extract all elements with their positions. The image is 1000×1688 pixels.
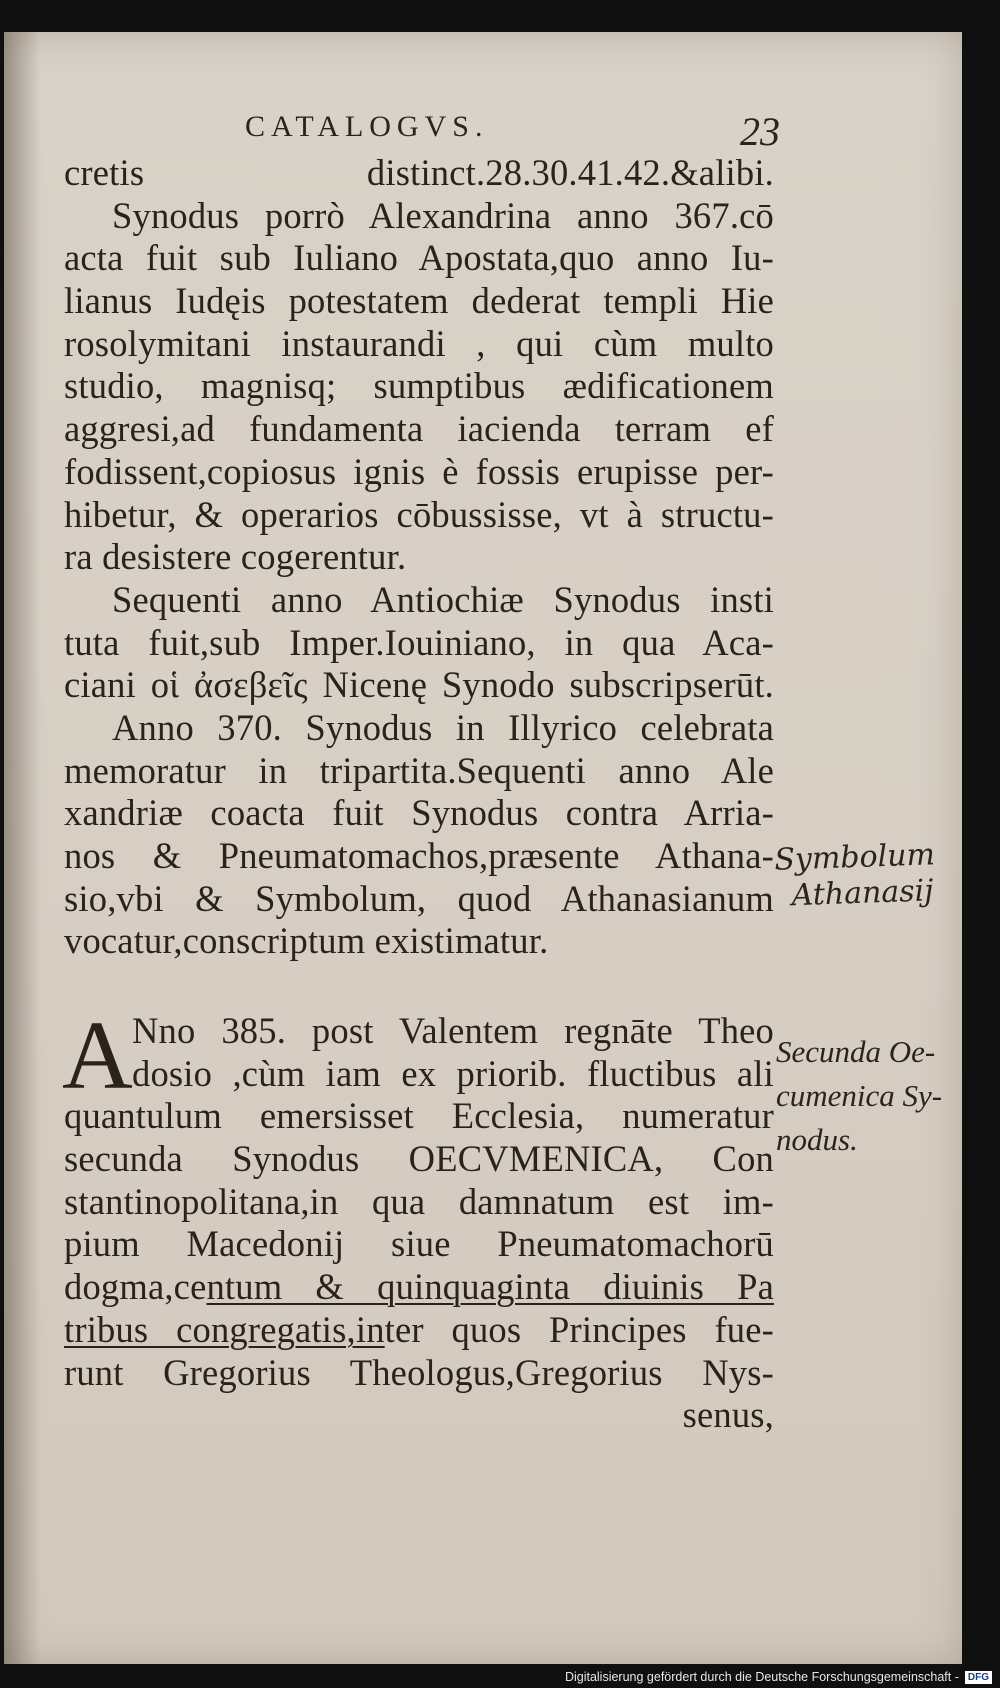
text-line: sio,vbi & Symbolum, quod Athanasianum: [64, 877, 774, 919]
dfg-logo-icon: DFG: [965, 1671, 992, 1684]
margin-note-line: Symbolum: [773, 837, 936, 878]
drop-cap-initial: A: [62, 1002, 133, 1110]
text-line: cretis distinct.28.30.41.42.&alibi.: [64, 152, 774, 193]
text-line: Synodus porrò Alexandrina anno 367.cō: [112, 194, 774, 236]
text-line: studio, magnisq; sumptibus ædificationem: [64, 365, 774, 407]
printed-margin-note: [776, 1030, 942, 1162]
text-line: Anno 370. Synodus in Illyrico celebrata: [112, 706, 774, 748]
text-line: aggresi,ad fundamenta iacienda terram ef: [64, 408, 774, 450]
credit-text: Digitalisierung gefördert durch die Deutsche Forschungsgemeinschaft -: [564, 1670, 959, 1684]
underlined-passage: ntum & quinquaginta diuinis Pa: [206, 1266, 774, 1308]
text-line-underlined: [64, 1309, 774, 1352]
text-line: fodissent,copiosus ignis è fossis erupisse per-: [64, 450, 774, 492]
text-line: lianus Iudęis potestatem dederat templi Hie: [64, 280, 774, 322]
text-segment: ter quos Principes fue-: [384, 1308, 774, 1350]
margin-note-line: Athanasij: [791, 873, 935, 914]
text-line: acta fuit sub Iuliano Apostata,quo anno Iu-: [64, 237, 774, 279]
text-line: secunda Synodus OECVMENICA, Con: [64, 1138, 774, 1180]
underlined-passage: tribus congregatis,in: [64, 1308, 385, 1350]
text-line: Sequenti anno Antiochiæ Synodus insti: [112, 578, 774, 620]
text-line: rosolymitani instaurandi , qui cùm multo: [64, 322, 774, 364]
margin-note-line: cumenica Sy-: [776, 1078, 943, 1113]
text-line: nos & Pneumatomachos,præsente Athana-: [64, 835, 774, 876]
text-line: quantulum emersisset Ecclesia, numeratur: [64, 1095, 774, 1137]
text-line: pium Macedonij siue Pneumatomachorū: [64, 1223, 774, 1265]
text-line: runt Gregorius Theologus,Gregorius Nys-: [64, 1351, 774, 1393]
text-line: ra desistere cogerentur.: [64, 536, 407, 578]
margin-note-line: Secunda Oe-: [776, 1034, 936, 1069]
text-line: vocatur,conscriptum existimatur.: [64, 920, 549, 962]
catchword: senus,: [682, 1394, 774, 1436]
text-line: xandriæ coacta fuit Synodus contra Arria-: [64, 792, 774, 834]
text-line: dosio ,cùm iam ex priorib. fluctibus ali: [132, 1052, 774, 1094]
running-head: CATALOGVS.: [245, 110, 489, 143]
page-gutter-shadow: [4, 32, 40, 1664]
text-line: hibetur, & operarios cōbussisse, vt à structu-: [64, 493, 774, 535]
text-line: memoratur in tripartita.Sequenti anno Ale: [64, 749, 774, 791]
text-line: tuta fuit,sub Imper.Iouiniano, in qua Aca-: [64, 621, 774, 663]
page-number: 23: [740, 109, 780, 154]
text-line: stantinopolitana,in qua damnatum est im-: [64, 1180, 774, 1222]
text-line: Nno 385. post Valentem regnāte Theo: [132, 1010, 774, 1051]
main-text-block: [64, 152, 774, 963]
second-section: [62, 1002, 774, 1437]
text-line-underlined: [64, 1266, 774, 1309]
digitization-credit: [565, 1668, 992, 1686]
text-line: ciani οἱ ἀσεβεῖς Nicenę Synodo subscripserūt.: [64, 664, 774, 706]
handwritten-margin-note: [774, 837, 937, 915]
margin-note-line: nodus.: [776, 1122, 858, 1157]
text-segment: dogma,ce: [64, 1266, 207, 1308]
